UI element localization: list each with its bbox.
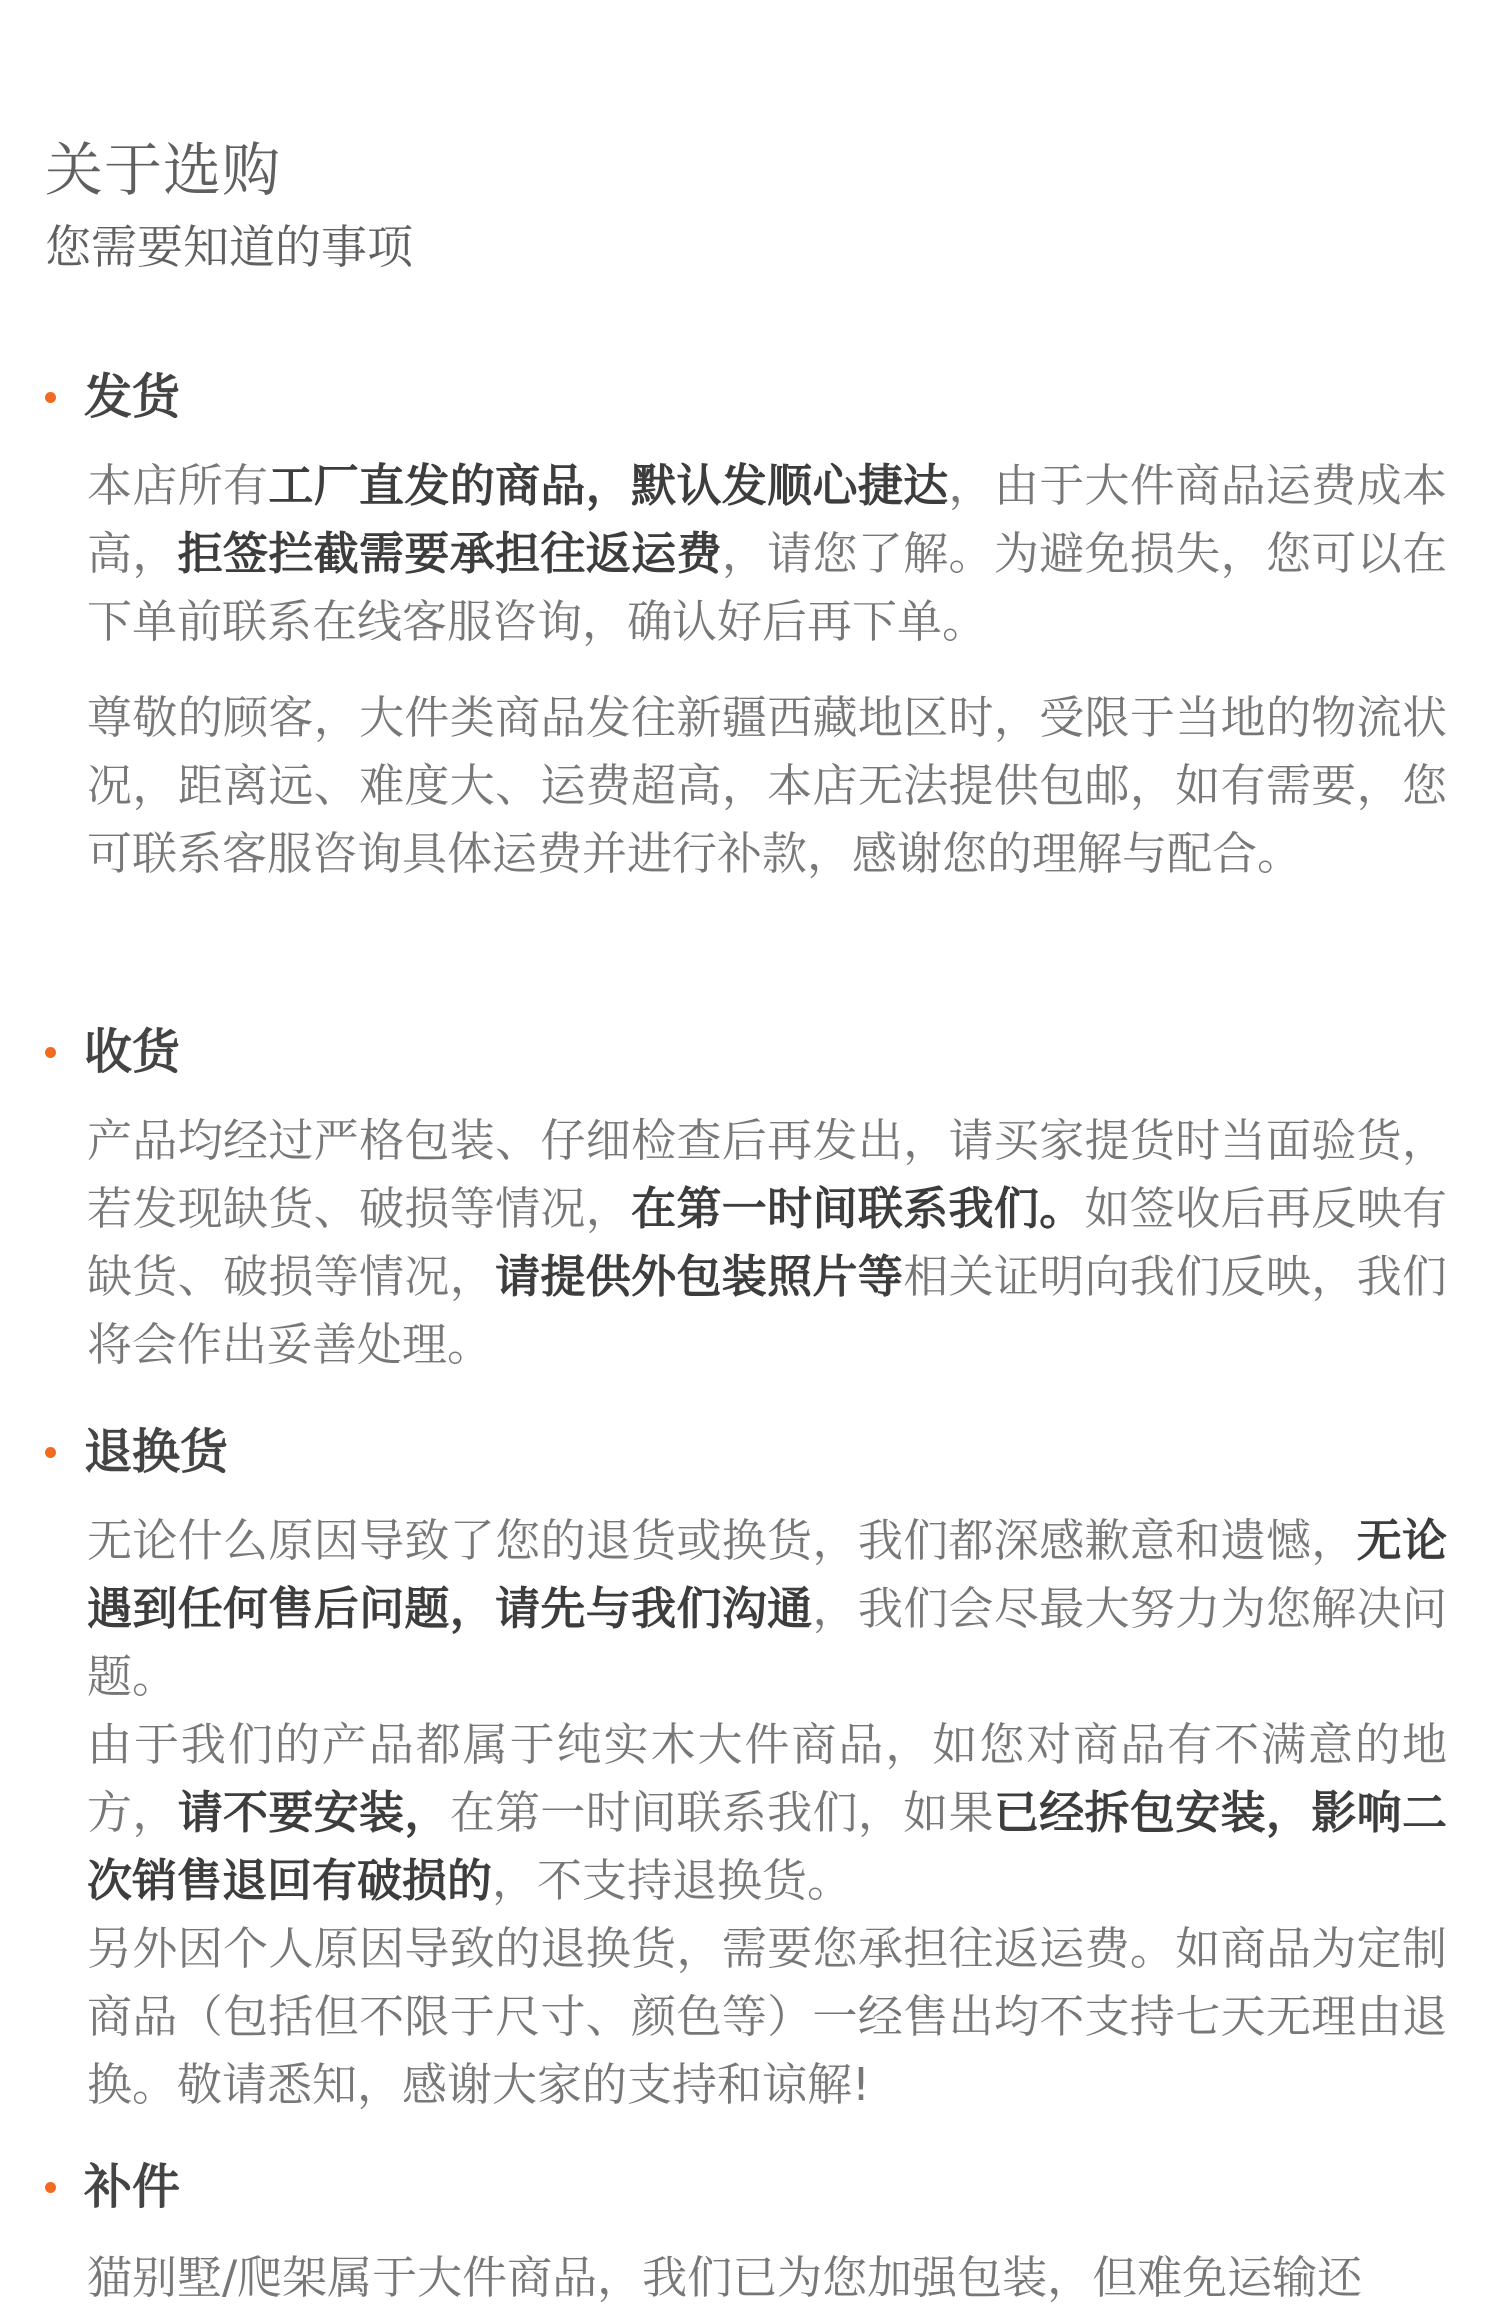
bullet-dot-icon [45,1447,56,1458]
section-parts-heading [45,2152,180,2222]
shipping-paragraph-2: 尊敬的顾客，大件类商品发往新疆西藏地区时，受限于当地的物流状况，距离远、难度大、运费超高，本店无法提供包邮，如有需要，您可联系客服咨询具体运费并进行补款，感谢您的理解与配合。 [87,691,1447,880]
shipping-paragraph-1: 本店所有工厂直发的商品，默认发顺心捷达，由于大件商品运费成本高，拒签拦截需要承担往返运费，请您了解。为避免损失，您可以在下单前联系在线客服咨询，确认好后再下单。 [87,459,1447,648]
bullet-dot-icon [45,392,56,403]
parts-paragraph-1: 猫别墅/爬架属于大件商品，我们已为您加强包装，但难免运输还 [87,2251,1363,2304]
section-returns-title: 退换货 [84,1424,229,1480]
bullet-dot-icon [45,2182,56,2193]
page-subtitle: 您需要知道的事项 [45,220,413,274]
page-header [45,132,413,280]
section-shipping-heading [45,362,180,432]
bullet-dot-icon [45,1047,56,1058]
section-returns-heading [45,1417,228,1487]
section-receiving-heading [45,1017,180,1087]
page-title: 关于选购 [45,136,282,204]
returns-paragraph-3: 另外因个人原因导致的退换货，需要您承担往返运费。如商品为定制商品（包括但不限于尺寸、颜色等）一经售出均不支持七天无理由退换。敬请悉知，感谢大家的支持和谅解! [87,1922,1447,2111]
receiving-paragraph-1: 产品均经过严格包装、仔细检查后再发出，请买家提货时当面验货，若发现缺货、破损等情况，在第一时间联系我们。如签收后再反映有缺货、破损等情况，请提供外包装照片等相关证明向我们反映，我们将会作出妥善处理。 [87,1114,1447,1371]
returns-paragraph-1: 无论什么原因导致了您的退货或换货，我们都深感歉意和遗憾，无论遇到任何售后问题，请先与我们沟通，我们会尽最大努力为您解决问题。 [87,1514,1447,1703]
section-receiving-title: 收货 [84,1024,181,1080]
section-shipping-title: 发货 [84,369,181,425]
returns-paragraph-2: 由于我们的产品都属于纯实木大件商品，如您对商品有不满意的地方，请不要安装，在第一时间联系我们，如果已经拆包安装，影响二次销售退回有破损的，不支持退换货。 [87,1718,1447,1907]
section-parts-title: 补件 [84,2159,181,2215]
